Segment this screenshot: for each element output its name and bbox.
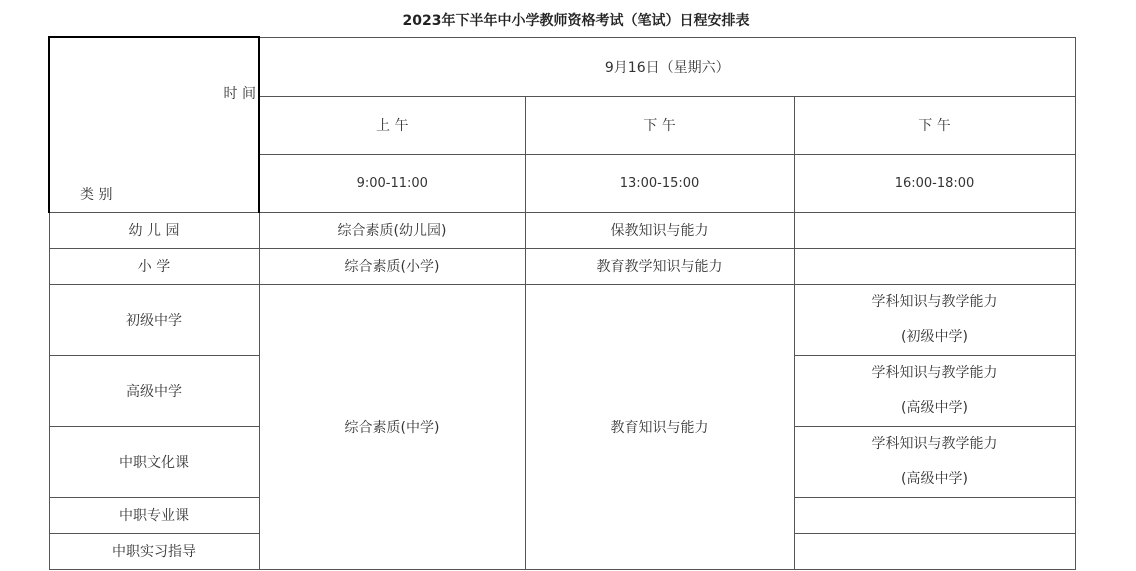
vocational-culture-level: (高级中学) xyxy=(901,470,968,487)
session-3-label: 下 午 xyxy=(794,96,1075,154)
header-corner-cell xyxy=(49,37,259,212)
category-primary: 小 学 xyxy=(49,248,259,284)
category-kindergarten: 幼 儿 园 xyxy=(49,212,259,248)
vocational-practice-session-3 xyxy=(794,533,1075,569)
primary-session-3 xyxy=(794,248,1075,284)
category-vocational-major: 中职专业课 xyxy=(49,497,259,533)
page-title: 2023年下半年中小学教师资格考试（笔试）日程安排表 xyxy=(402,13,750,29)
category-vocational-practice: 中职实习指导 xyxy=(49,533,259,569)
senior-subject: 学科知识与教学能力 xyxy=(871,364,998,381)
vocational-culture-session-3 xyxy=(794,426,1075,497)
vocational-major-session-3 xyxy=(794,497,1075,533)
date-header: 9月16日（星期六） xyxy=(259,37,1075,96)
category-header-label: 类 别 xyxy=(80,186,113,203)
table-row xyxy=(49,248,1075,284)
primary-session-2: 教育教学知识与能力 xyxy=(525,248,794,284)
category-junior: 初级中学 xyxy=(49,284,259,355)
primary-session-1: 综合素质(小学) xyxy=(259,248,525,284)
senior-level: (高级中学) xyxy=(901,399,968,416)
kindergarten-session-1: 综合素质(幼儿园) xyxy=(259,212,525,248)
kindergarten-session-2: 保教知识与能力 xyxy=(525,212,794,248)
session-3-time: 16:00-18:00 xyxy=(794,154,1075,212)
session-2-label: 下 午 xyxy=(525,96,794,154)
table-row xyxy=(49,212,1075,248)
kindergarten-session-3 xyxy=(794,212,1075,248)
table-row xyxy=(49,284,1075,355)
category-senior: 高级中学 xyxy=(49,355,259,426)
middle-session-2: 教育知识与能力 xyxy=(525,284,794,569)
session-1-label: 上 午 xyxy=(259,96,525,154)
middle-session-1: 综合素质(中学) xyxy=(259,284,525,569)
junior-level: (初级中学) xyxy=(901,328,968,345)
vocational-culture-subject: 学科知识与教学能力 xyxy=(871,435,998,452)
time-header-label: 时 间 xyxy=(223,86,256,102)
junior-subject: 学科知识与教学能力 xyxy=(871,293,998,310)
junior-session-3 xyxy=(794,284,1075,355)
session-2-time: 13:00-15:00 xyxy=(525,154,794,212)
schedule-table xyxy=(48,36,1076,570)
session-1-time: 9:00-11:00 xyxy=(259,154,525,212)
senior-session-3 xyxy=(794,355,1075,426)
category-vocational-culture: 中职文化课 xyxy=(49,426,259,497)
